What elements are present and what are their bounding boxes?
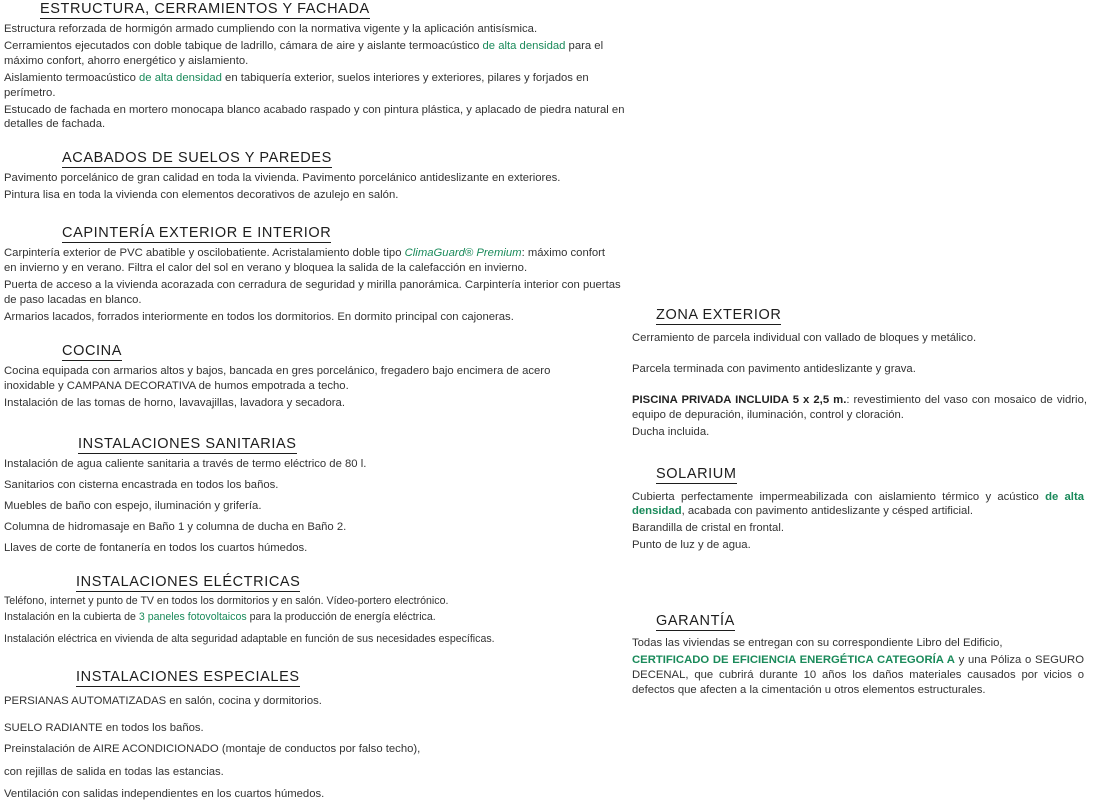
paragraph: Barandilla de cristal en frontal. [632,522,784,535]
paragraph: Carpintería exterior de PVC abatible y oscilobatiente. Acristalamiento doble tipo ClimaGuard® Premium: máximo confort en invierno y en verano. Filtra el calor del sol en verano y bloquea la salida de la calefacción en invierno. [4,247,606,275]
highlight-alta-densidad: de alta densidad [482,39,566,52]
section-cocina [0,342,628,411]
section-header-carpinteria [0,224,628,246]
paragraph: Cerramiento de parcela individual con vallado de bloques y metálico. [632,332,977,344]
paragraph: Cubierta perfectamente impermeabilizada con aislamiento térmico y acústico de alta densidad, acabada con pavimento antideslizante y césped artificial. [632,490,1084,518]
paragraph: Estructura reforzada de hormigón armado cumpliendo con la normativa vigente y la aplicación antisísmica. [4,23,538,35]
highlight-piscina: PISCINA PRIVADA INCLUIDA 5 x 2,5 m. [632,393,847,406]
paragraph: Cerramientos ejecutados con doble tabique de ladrillo, cámara de aire y aislante termoacústico de alta densidad para el máximo confort, ahorro energético y aislamiento. [4,39,604,67]
section-title: INSTALACIONES SANITARIAS [78,436,297,453]
section-header-acabados [0,149,628,171]
highlight-climaguard: ClimaGuard® Premium [404,247,522,260]
paragraph: Instalación eléctrica en vivienda de alta seguridad adaptable en función de sus necesidades específicas. [4,632,495,645]
paragraph: Teléfono, internet y punto de TV en todos los dormitorios y en salón. Vídeo-portero electrónico. [4,594,449,607]
paragraph: Puerta de acceso a la vivienda acorazada con cerradura de seguridad y mirilla panorámica. Carpintería interior con puertas de paso lacadas en blanco. [4,278,621,306]
paragraph: Instalación en la cubierta de 3 paneles fotovoltaicos para la producción de energía eléctrica. [4,610,436,623]
paragraph: Llaves de corte de fontanería en todos los cuartos húmedos. [4,542,308,555]
paragraph: Pintura lisa en toda la vivienda con elementos decorativos de azulejo en salón. [4,189,399,202]
section-title: ZONA EXTERIOR [656,307,782,323]
section-carpinteria [0,224,628,325]
paragraph: PERSIANAS AUTOMATIZADAS en salón, cocina y dormitorios. [4,694,322,707]
paragraph: Parcela terminada con pavimento antideslizante y grava. [632,362,916,375]
paragraph: Sanitarios con cisterna encastrada en todos los baños. [4,479,279,492]
right-column [628,0,1112,705]
paragraph: SUELO RADIANTE en todos los baños. [4,721,204,734]
section-title: SOLARIUM [656,465,737,482]
section-title: COCINA [62,342,122,359]
section-instalaciones-sanitarias [0,435,628,556]
paragraph: Instalación de agua caliente sanitaria a través de termo eléctrico de 80 l. [4,458,367,471]
section-estructura [0,0,628,132]
paragraph: CERTIFICADO DE EFICIENCIA ENERGÉTICA CATEGORÍA A y una Póliza o SEGURO DECENAL, que cubrirá durante 10 años los daños materiales causados por vicios o defectos que afecten a la cimentación u otros elementos estructurales. [632,654,1084,696]
section-zona-exterior [628,306,1112,440]
section-header-electricas [0,573,628,595]
section-title: ESTRUCTURA, CERRAMIENTOS Y FACHADA [40,1,370,17]
paragraph: Armarios lacados, forrados interiormente en todos los dormitorios. En dormito principal con cajoneras. [4,310,514,323]
section-header-especiales [0,668,628,690]
paragraph: Cocina equipada con armarios altos y bajos, bancada en gres porcelánico, fregadero bajo encimera de acero inoxidable y CAMPANA DECORATIVA de humos empotrada a techo. [4,364,551,392]
paragraph: Todas las viviendas se entregan con su correspondiente Libro del Edificio, [632,637,1003,650]
paragraph: Ducha incluida. [632,425,710,438]
section-header-estructura [0,0,628,22]
section-garantia [628,612,1112,698]
section-header-zona-exterior [628,306,1112,328]
section-instalaciones-especiales [0,668,628,803]
paragraph: Punto de luz y de agua. [632,539,751,552]
paragraph: Estucado de fachada en mortero monocapa blanco acabado raspado y con pintura plástica, y aplacado de piedra natural en detalles de fachada. [4,103,625,131]
paragraph: Ventilación con salidas independientes en los cuartos húmedos. [4,788,325,801]
section-header-cocina [0,342,628,364]
section-header-garantia [628,612,1112,634]
highlight-certificado-energetico: CERTIFICADO DE EFICIENCIA ENERGÉTICA CATEGORÍA A [632,654,955,667]
section-title: INSTALACIONES ESPECIALES [76,668,300,685]
highlight-alta-densidad: de alta densidad [632,490,1084,518]
paragraph: con rejillas de salida en todas las estancias. [4,765,224,778]
paragraph: Instalación de las tomas de horno, lavavajillas, lavadora y secadora. [4,396,345,409]
section-title: INSTALACIONES ELÉCTRICAS [76,573,301,590]
paragraph: Muebles de baño con espejo, iluminación y grifería. [4,500,262,513]
section-header-sanitarias [0,435,628,457]
paragraph: Preinstalación de AIRE ACONDICIONADO (montaje de conductos por falso techo), [4,742,421,755]
section-solarium [628,465,1112,554]
section-title: GARANTÍA [656,613,735,630]
paragraph: Aislamiento termoacústico de alta densidad en tabiquería exterior, suelos interiores y exteriores, pilares y forjados en perímetro. [4,71,589,99]
section-instalaciones-electricas [0,573,628,647]
section-title: ACABADOS DE SUELOS Y PAREDES [62,150,332,167]
section-title: CAPINTERÍA EXTERIOR E INTERIOR [62,225,332,242]
paragraph: Pavimento porcelánico de gran calidad en toda la vivienda. Pavimento porcelánico antideslizante en exteriores. [4,172,561,185]
paragraph: PISCINA PRIVADA INCLUIDA 5 x 2,5 m.: revestimiento del vaso con mosaico de vidrio, equipo de depuración, iluminación, control y cloración. [632,393,1087,421]
paragraph: Columna de hidromasaje en Baño 1 y columna de ducha en Baño 2. [4,521,347,534]
section-acabados [0,149,628,203]
highlight-alta-densidad: de alta densidad [139,71,222,84]
highlight-paneles-fotovoltaicos: 3 paneles fotovoltaicos [138,610,247,623]
section-header-solarium [628,465,1112,487]
